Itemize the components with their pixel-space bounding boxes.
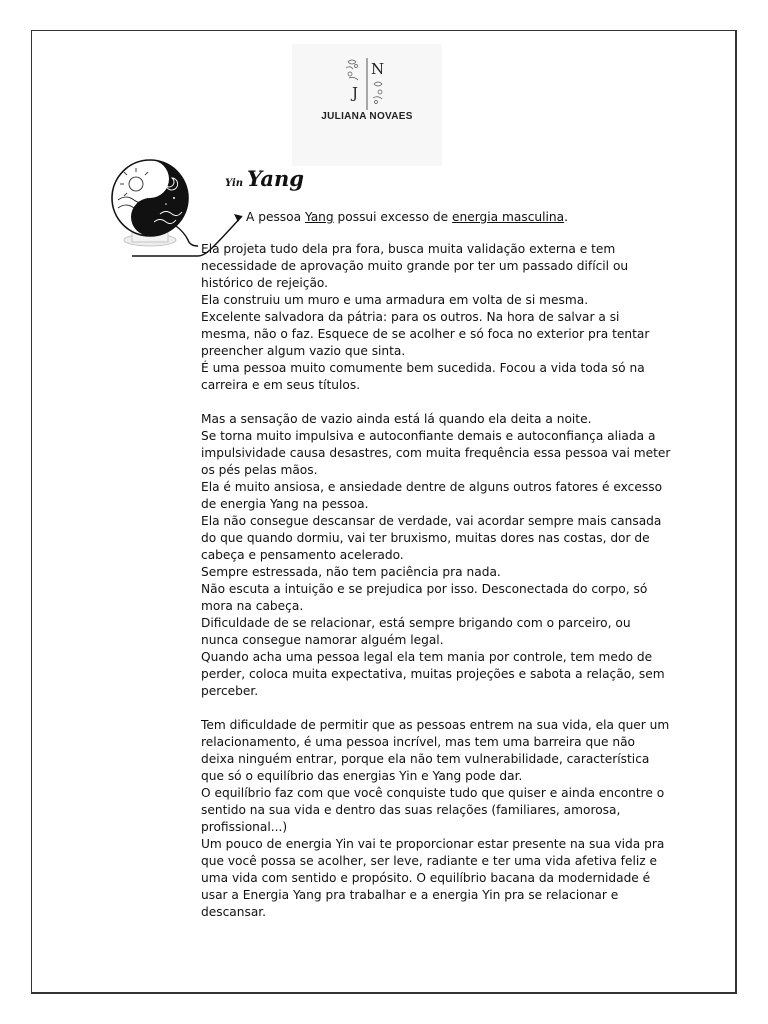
paragraph-line: Quando acha uma pessoa legal ela tem mania por controle, tem medo de perder, coloca muita expectativa, muitas projeções e sabota a relação, sem perceber. <box>201 650 665 698</box>
body-text <box>201 241 671 921</box>
paragraph-line: Tem dificuldade de permitir que as pessoas entrem na sua vida, ela quer um relacionamento, é uma pessoa incrível, mas tem uma barreira que não deixa ninguém entrar, porque ela não tem vulnerabilidade, característica que só o equilíbrio das energias Yin e Yang pode dar. <box>201 718 670 783</box>
intro-suffix: . <box>564 210 568 224</box>
monogram-letter-j: J <box>352 84 359 102</box>
paragraph-line: Excelente salvadora da pátria: para os outros. Na hora de salvar a si mesma, não o faz. Esquece de se acolher e só foca no exterior pra tentar preencher algum vazio que sinta. <box>201 310 650 358</box>
intro-line <box>246 209 568 226</box>
intro-energy: energia masculina <box>452 210 565 224</box>
brand-name: JULIANA NOVAES <box>321 111 413 122</box>
title-yang: Yang <box>247 166 304 191</box>
intro-middle: possui excesso de <box>333 210 453 224</box>
page-title <box>225 166 304 191</box>
brand-logo <box>292 44 442 166</box>
paragraph-line: Ela construiu um muro e uma armadura em volta de si mesma. <box>201 293 589 307</box>
intro-prefix: A pessoa <box>246 210 305 224</box>
paragraph-line: Sempre estressada, não tem paciência pra nada. <box>201 565 501 579</box>
title-yin: Yin <box>225 178 244 189</box>
paragraph-line: Um pouco de energia Yin vai te proporcionar estar presente na sua vida pra que você possa se acolher, ser leve, radiante e ter uma vida afetiva feliz e uma vida com sentido e propósito. O equilíbrio bacana da modernidade é usar a Energia Yang pra trabalhar e a energia Yin pra se relacionar e descansar. <box>201 837 665 919</box>
paragraph-line: Mas a sensação de vazio ainda está lá quando ela deita a noite. <box>201 412 592 426</box>
paragraph-line: O equilíbrio faz com que você conquiste tudo que quiser e ainda encontre o sentido na sua vida e dentro das suas relações (familiares, amorosa, profissional...) <box>201 786 665 834</box>
paragraph-gap <box>201 700 671 717</box>
paragraph-line: Dificuldade de se relacionar, está sempre brigando com o parceiro, ou nunca consegue namorar alguém legal. <box>201 616 631 647</box>
paragraph-line: Ela é muito ansiosa, e ansiedade dentre de alguns outros fatores é excesso de energia Yang na pessoa. <box>201 480 663 511</box>
paragraph-line: Ela não consegue descansar de verdade, vai acordar sempre mais cansada do que quando dormiu, vai ter bruxismo, muitas dores nas costas, dor de cabeça e pensamento acelerado. <box>201 514 662 562</box>
paragraph-line: Se torna muito impulsiva e autoconfiante demais e autoconfiança aliada a impulsividade causa desastres, com muita frequência essa pessoa vai meter os pés pelas mãos. <box>201 429 671 477</box>
nj-monogram-icon <box>340 54 394 112</box>
paragraph-line: Não escuta a intuição e se prejudica por isso. Desconectada do corpo, só mora na cabeça. <box>201 582 648 613</box>
paragraph-gap <box>201 394 671 411</box>
intro-yang-word: Yang <box>304 210 334 224</box>
paragraph-line: Ela projeta tudo dela pra fora, busca muita validação externa e tem necessidade de aprovação muito grande por ter um passado difícil ou histórico de rejeição. <box>201 242 629 290</box>
paragraph-line: É uma pessoa muito comumente bem sucedida. Focou a vida toda só na carreira e em seus títulos. <box>201 361 645 392</box>
monogram-letter-n: N <box>371 60 385 78</box>
